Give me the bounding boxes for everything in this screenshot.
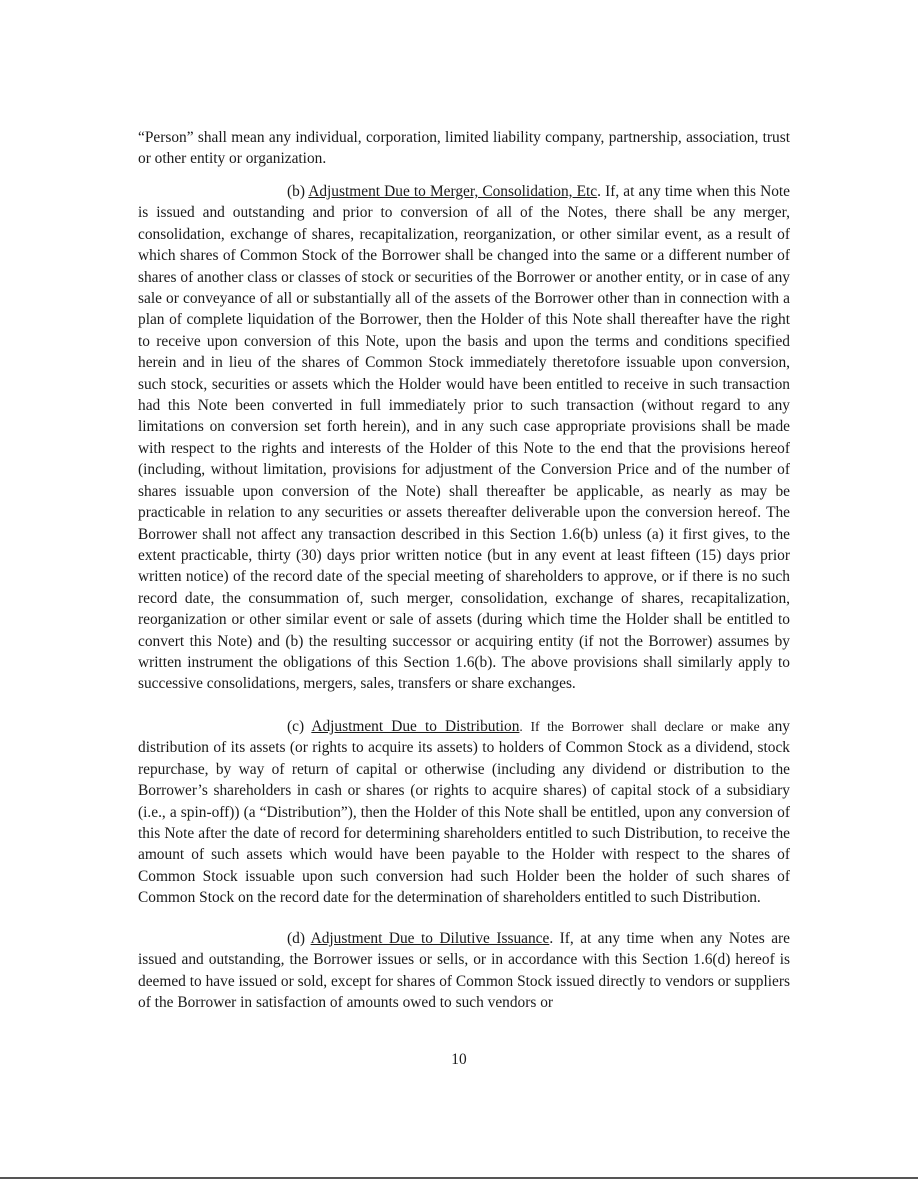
- page-number: 10: [451, 1051, 467, 1068]
- section-d-label: (d): [287, 930, 305, 947]
- section-c-label: (c): [287, 718, 305, 735]
- section-c-body-lead: . If the Borrower shall declare or make: [519, 719, 760, 734]
- section-c-heading: Adjustment Due to Distribution: [311, 718, 520, 735]
- section-c-paragraph: [138, 716, 790, 909]
- person-definition-text: “Person” shall mean any individual, corporation, limited liability company, partnership, association, trust or other entity or organization.: [138, 129, 790, 168]
- section-d-body: . If, at any time when any Notes are issued and outstanding, the Borrower issues or sells, or in accordance with this Section 1.6(d) hereof is deemed to have issued or sold, except for shares of Common Stock issued directly to vendors or suppliers of the Borrower in satisfaction of amounts owed to such vendors or: [138, 930, 790, 1012]
- section-b-label: (b): [287, 183, 305, 200]
- scan-edge-divider: [0, 1177, 918, 1179]
- section-b-body: . If, at any time when this Note is issued and outstanding and prior to conversion of all of the Notes, there shall be any merger, consolidation, exchange of shares, recapitalization, reorganization, or other similar event, as a result of which shares of Common Stock of the Borrower shall be changed into the same or a different number of shares of another class or classes of stock or securities of the Borrower or another entity, or in case of any sale or conveyance of all or substantially all of the assets of the Borrower other than in connection with a plan of complete liquidation of the Borrower, then the Holder of this Note shall thereafter have the right to receive upon conversion of this Note, upon the basis and upon the terms and conditions specified herein and in lieu of the shares of Common Stock immediately theretofore issuable upon conversion, such stock, securities or assets which the Holder would have been entitled to receive in such transaction had this Note been converted in full immediately prior to such transaction (without regard to any limitations on conversion set forth herein), and in any such case appropriate provisions shall be made with respect to the rights and interests of the Holder of this Note to the end that the provisions hereof (including, without limitation, provisions for adjustment of the Conversion Price and of the number of shares issuable upon conversion of the Note) shall thereafter be applicable, as nearly as may be practicable in relation to any securities or assets thereafter deliverable upon the conversion hereof. The Borrower shall not affect any transaction described in this Section 1.6(b) unless (a) it first gives, to the extent practicable, thirty (30) days prior written notice (but in any event at least fifteen (15) days prior written notice) of the record date of the special meeting of shareholders to approve, or if there is no such record date, the consummation of, such merger, consolidation, exchange of shares, recapitalization, reorganization or other similar event or sale of assets (during which time the Holder shall be entitled to convert this Note) and (b) the resulting successor or acquiring entity (if not the Borrower) assumes by written instrument the obligations of this Section 1.6(b). The above provisions shall similarly apply to successive consolidations, mergers, sales, transfers or share exchanges.: [138, 183, 790, 693]
- person-definition-paragraph: [138, 127, 790, 170]
- section-b-paragraph: [138, 181, 790, 695]
- section-d-heading: Adjustment Due to Dilutive Issuance: [310, 930, 550, 947]
- section-d-paragraph: [138, 928, 790, 1014]
- section-c-body: any distribution of its assets (or rights to acquire its assets) to holders of Common Stock as a dividend, stock repurchase, by way of return of capital or otherwise (including any dividend or distribution to the Borrower’s shareholders in cash or shares (or rights to acquire shares) of capital stock of a subsidiary (i.e., a spin-off)) (a “Distribution”), then the Holder of this Note shall be entitled, upon any conversion of this Note after the date of record for determining shareholders entitled to such Distribution, to receive the amount of such assets which would have been payable to the Holder with respect to the shares of Common Stock issuable upon such conversion had such Holder been the holder of such shares of Common Stock on the record date for the determination of shareholders entitled to such Distribution.: [138, 718, 790, 907]
- section-b-heading: Adjustment Due to Merger, Consolidation, Etc: [308, 183, 598, 200]
